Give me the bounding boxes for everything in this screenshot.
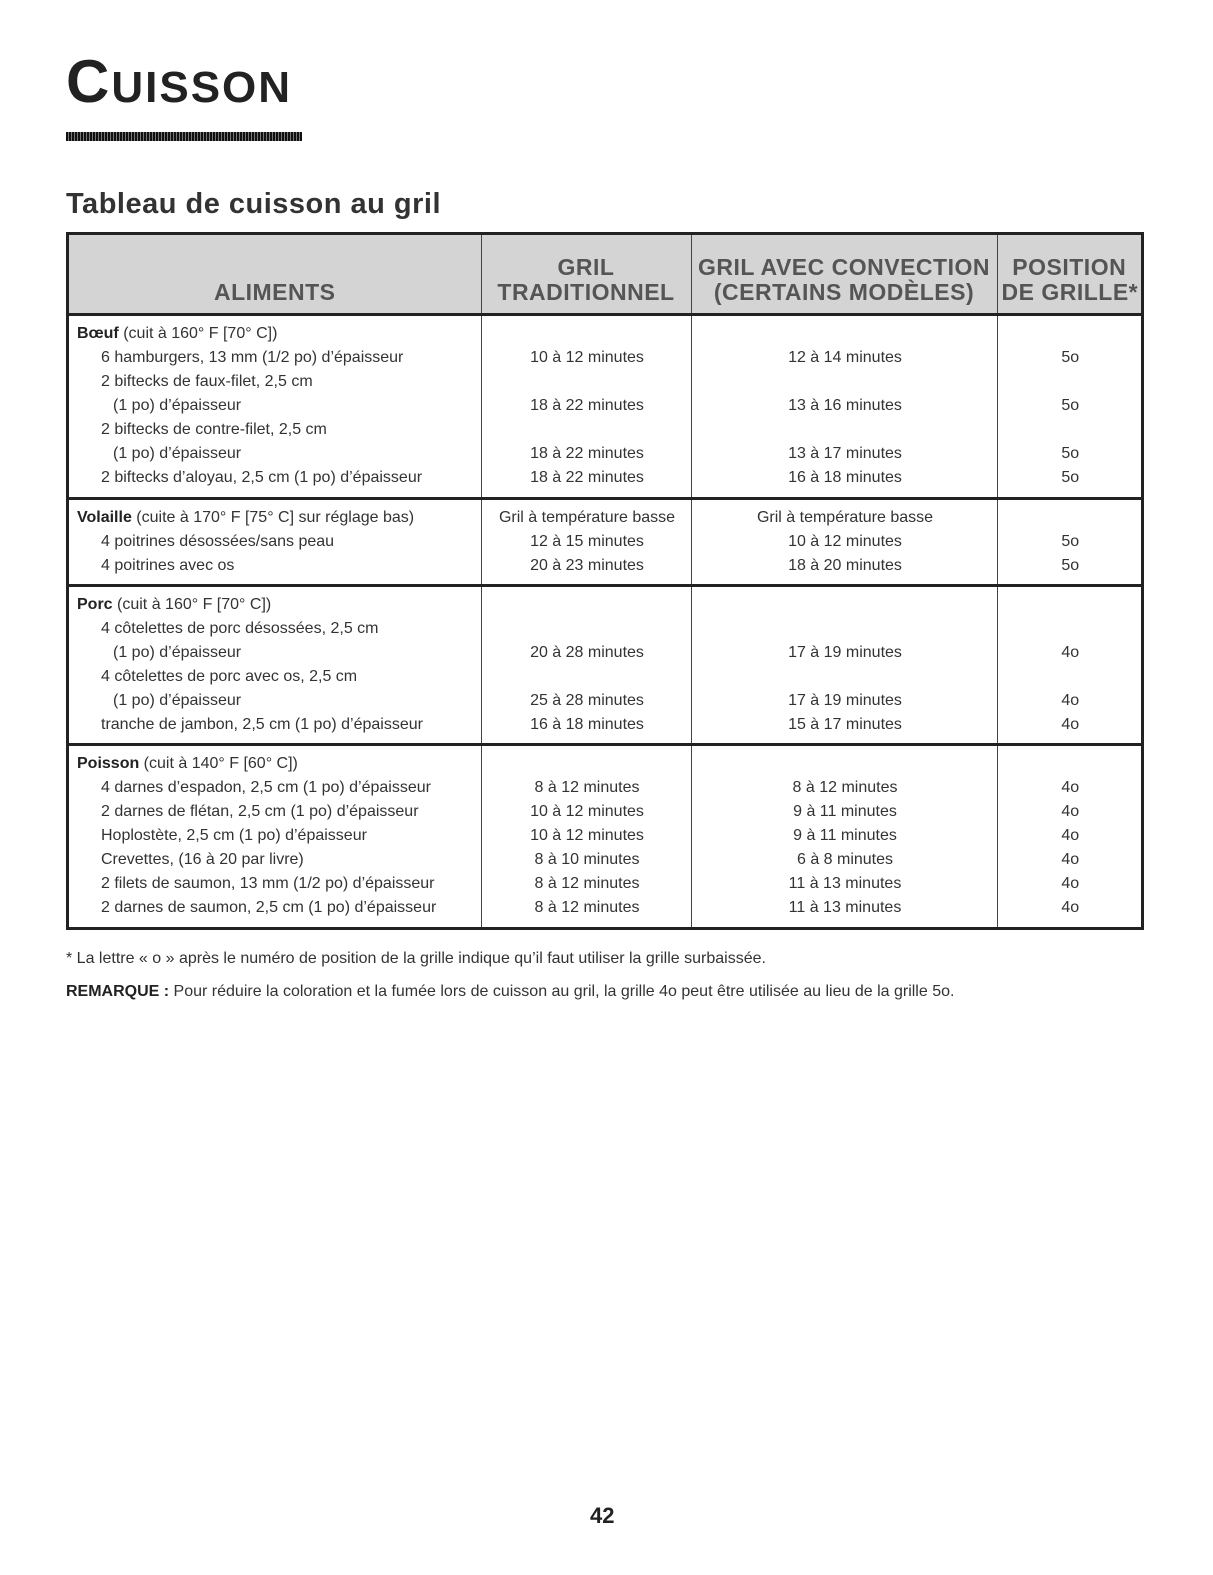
- food-item: Crevettes, (16 à 20 par livre): [101, 851, 304, 869]
- header-line: GRIL AVEC CONVECTION: [698, 254, 990, 280]
- blank-line: [1006, 506, 1136, 530]
- cook-time: 12 à 14 minutes: [788, 349, 902, 366]
- broil-setting: Gril à température basse: [756, 508, 934, 526]
- cook-time: 8 à 12 minutes: [792, 779, 898, 797]
- food-category-name: Volaille: [77, 508, 132, 526]
- food-item: 2 biftecks de faux-filet, 2,5 cm: [101, 373, 313, 390]
- cook-time: 10 à 12 minutes: [788, 532, 902, 550]
- header-gril-convection: [691, 235, 997, 315]
- header-position-grille: [997, 235, 1141, 315]
- rack-position: 4o: [1061, 827, 1080, 845]
- rack-position: 4o: [1061, 875, 1080, 893]
- cook-time: 17 à 19 minutes: [788, 643, 902, 661]
- convection-time-cell: [691, 585, 997, 745]
- rack-position: 4o: [1061, 851, 1080, 869]
- cook-time: 16 à 18 minutes: [788, 469, 902, 486]
- food-item: 2 filets de saumon, 13 mm (1/2 po) d’épaisseur: [101, 875, 435, 893]
- cook-time: 18 à 20 minutes: [788, 556, 902, 574]
- cook-time: 8 à 12 minutes: [534, 899, 640, 917]
- cook-time: 8 à 12 minutes: [534, 779, 640, 797]
- cook-time: 12 à 15 minutes: [530, 532, 644, 550]
- cook-time: [490, 617, 685, 641]
- cook-time: [490, 370, 685, 394]
- food-cell: [69, 498, 481, 585]
- food-item: (1 po) d’épaisseur: [113, 397, 242, 414]
- cook-time: 20 à 28 minutes: [530, 643, 644, 661]
- food-category-temp: (cuite à 170° F [75° C] sur réglage bas): [131, 508, 415, 526]
- rack-position-cell: [997, 315, 1141, 499]
- rack-position: 5o: [1061, 397, 1080, 414]
- page-number: 42: [590, 1503, 615, 1528]
- cook-time: [700, 665, 991, 689]
- rack-position-cell: [997, 498, 1141, 585]
- cooking-table: [69, 235, 1141, 927]
- cook-time: 9 à 11 minutes: [793, 827, 897, 845]
- food-category-temp: (cuit à 160° F [70° C]): [118, 325, 278, 342]
- rack-position: 5o: [1061, 556, 1080, 574]
- convection-time-cell: [691, 315, 997, 499]
- blank-line: [1006, 593, 1136, 617]
- rack-position: 4o: [1061, 899, 1080, 917]
- rack-position: 4o: [1061, 779, 1080, 797]
- title-underline: [66, 132, 302, 141]
- header-line: ALIMENTS: [213, 279, 336, 305]
- remark-text: Pour réduire la coloration et la fumée lors de cuisson au gril, la grille 4o peut être utilisée au lieu de la grille 5o.: [169, 983, 955, 1000]
- table-row: [69, 315, 1141, 499]
- cooking-table-frame: [66, 232, 1144, 930]
- broil-setting: Gril à température basse: [498, 508, 676, 526]
- header-gril-traditionnel: [481, 235, 691, 315]
- food-category: [77, 752, 475, 776]
- table-row: [69, 585, 1141, 745]
- cook-time: 18 à 22 minutes: [530, 397, 644, 414]
- blank-line: [700, 752, 991, 776]
- header-line: GRIL: [557, 254, 615, 280]
- food-item: 4 darnes d’espadon, 2,5 cm (1 po) d’épaisseur: [101, 779, 431, 797]
- header-line: TRADITIONNEL: [497, 279, 675, 305]
- traditional-time-cell: [481, 585, 691, 745]
- cook-time: 6 à 8 minutes: [796, 851, 894, 869]
- food-item: 4 côtelettes de porc désossées, 2,5 cm: [101, 619, 379, 637]
- rack-position-cell: [997, 585, 1141, 745]
- rack-position: 4o: [1061, 643, 1080, 661]
- cook-time: 20 à 23 minutes: [530, 556, 644, 574]
- food-category-temp: (cuit à 160° F [70° C]): [112, 595, 272, 613]
- cook-time: [700, 617, 991, 641]
- cook-time: 15 à 17 minutes: [788, 715, 902, 733]
- food-category-temp: (cuit à 140° F [60° C]): [139, 755, 298, 773]
- table-row: [69, 745, 1141, 927]
- blank-line: [490, 322, 685, 346]
- cook-time: 11 à 13 minutes: [788, 875, 902, 893]
- blank-line: [490, 752, 685, 776]
- cook-time: [490, 418, 685, 442]
- food-category: [77, 506, 475, 530]
- rack-position: [1006, 665, 1136, 689]
- food-item: 2 biftecks d’aloyau, 2,5 cm (1 po) d’épaisseur: [101, 469, 423, 486]
- cook-time: 9 à 11 minutes: [793, 803, 897, 821]
- remark-label: REMARQUE :: [66, 983, 170, 1000]
- cook-time: 17 à 19 minutes: [788, 691, 902, 709]
- blank-line: [490, 593, 685, 617]
- rack-position: [1006, 617, 1136, 641]
- rack-position: 5o: [1061, 445, 1080, 462]
- food-item: (1 po) d’épaisseur: [113, 691, 242, 709]
- food-category-name: Bœuf: [77, 325, 119, 342]
- food-item: (1 po) d’épaisseur: [113, 445, 242, 462]
- header-line: POSITION: [1012, 254, 1127, 280]
- traditional-time-cell: [481, 498, 691, 585]
- cook-time: [490, 665, 685, 689]
- food-item: (1 po) d’épaisseur: [113, 643, 242, 661]
- rack-position-cell: [997, 745, 1141, 927]
- header-line: (CERTAINS MODÈLES): [713, 279, 975, 305]
- rack-position: [1006, 418, 1136, 442]
- rack-position: 5o: [1061, 349, 1080, 366]
- food-category-name: Poisson: [77, 755, 140, 773]
- food-item: 2 biftecks de contre-filet, 2,5 cm: [101, 421, 327, 438]
- rack-position: 4o: [1061, 715, 1080, 733]
- food-item: 2 darnes de saumon, 2,5 cm (1 po) d’épaisseur: [101, 899, 437, 917]
- table-header-row: [69, 235, 1141, 315]
- cook-time: 10 à 12 minutes: [530, 827, 644, 845]
- rack-position: 4o: [1061, 691, 1080, 709]
- cook-time: 18 à 22 minutes: [530, 469, 644, 486]
- cook-time: 18 à 22 minutes: [530, 445, 644, 462]
- food-item: 4 côtelettes de porc avec os, 2,5 cm: [101, 667, 358, 685]
- food-category: [77, 322, 475, 346]
- convection-time-cell: [691, 498, 997, 585]
- food-item: 2 darnes de flétan, 2,5 cm (1 po) d’épaisseur: [101, 803, 419, 821]
- cook-time: 16 à 18 minutes: [530, 715, 644, 733]
- section-title: Tableau de cuisson au gril: [66, 188, 442, 220]
- cook-time: [700, 418, 991, 442]
- cook-time: 11 à 13 minutes: [788, 899, 902, 917]
- traditional-time-cell: [481, 315, 691, 499]
- cook-time: 13 à 17 minutes: [788, 445, 902, 462]
- table-row: [69, 498, 1141, 585]
- blank-line: [1006, 322, 1136, 346]
- food-item: Hoplostète, 2,5 cm (1 po) d’épaisseur: [101, 827, 367, 845]
- remark-note: [66, 983, 954, 1001]
- blank-line: [700, 322, 991, 346]
- cook-time: 13 à 16 minutes: [788, 397, 902, 414]
- cook-time: 25 à 28 minutes: [530, 691, 644, 709]
- food-cell: [69, 585, 481, 745]
- rack-position: 4o: [1061, 803, 1080, 821]
- food-cell: [69, 315, 481, 499]
- header-aliments: [69, 235, 481, 315]
- page-title-initial: C: [66, 48, 112, 115]
- blank-line: [700, 593, 991, 617]
- convection-time-cell: [691, 745, 997, 927]
- rack-position: [1006, 370, 1136, 394]
- header-line: DE GRILLE*: [1001, 279, 1139, 305]
- page-title-rest: UISSON: [111, 63, 293, 112]
- cook-time: 10 à 12 minutes: [530, 803, 644, 821]
- cook-time: 8 à 10 minutes: [534, 851, 640, 869]
- traditional-time-cell: [481, 745, 691, 927]
- food-item: 4 poitrines désossées/sans peau: [101, 532, 335, 550]
- cook-time: [700, 370, 991, 394]
- food-category-name: Porc: [77, 595, 113, 613]
- page-title: [66, 48, 293, 115]
- food-category: [77, 593, 475, 617]
- blank-line: [1006, 752, 1136, 776]
- food-cell: [69, 745, 481, 927]
- food-item: tranche de jambon, 2,5 cm (1 po) d’épaisseur: [101, 715, 423, 733]
- rack-position: 5o: [1061, 532, 1080, 550]
- cook-time: 10 à 12 minutes: [530, 349, 644, 366]
- food-item: 6 hamburgers, 13 mm (1/2 po) d’épaisseur: [101, 349, 404, 366]
- table-body: [69, 315, 1141, 928]
- rack-position: 5o: [1061, 469, 1080, 486]
- footnote: * La lettre « o » après le numéro de position de la grille indique qu’il faut utiliser la grille surbaissée.: [66, 950, 766, 967]
- cook-time: 8 à 12 minutes: [534, 875, 640, 893]
- food-item: 4 poitrines avec os: [101, 556, 235, 574]
